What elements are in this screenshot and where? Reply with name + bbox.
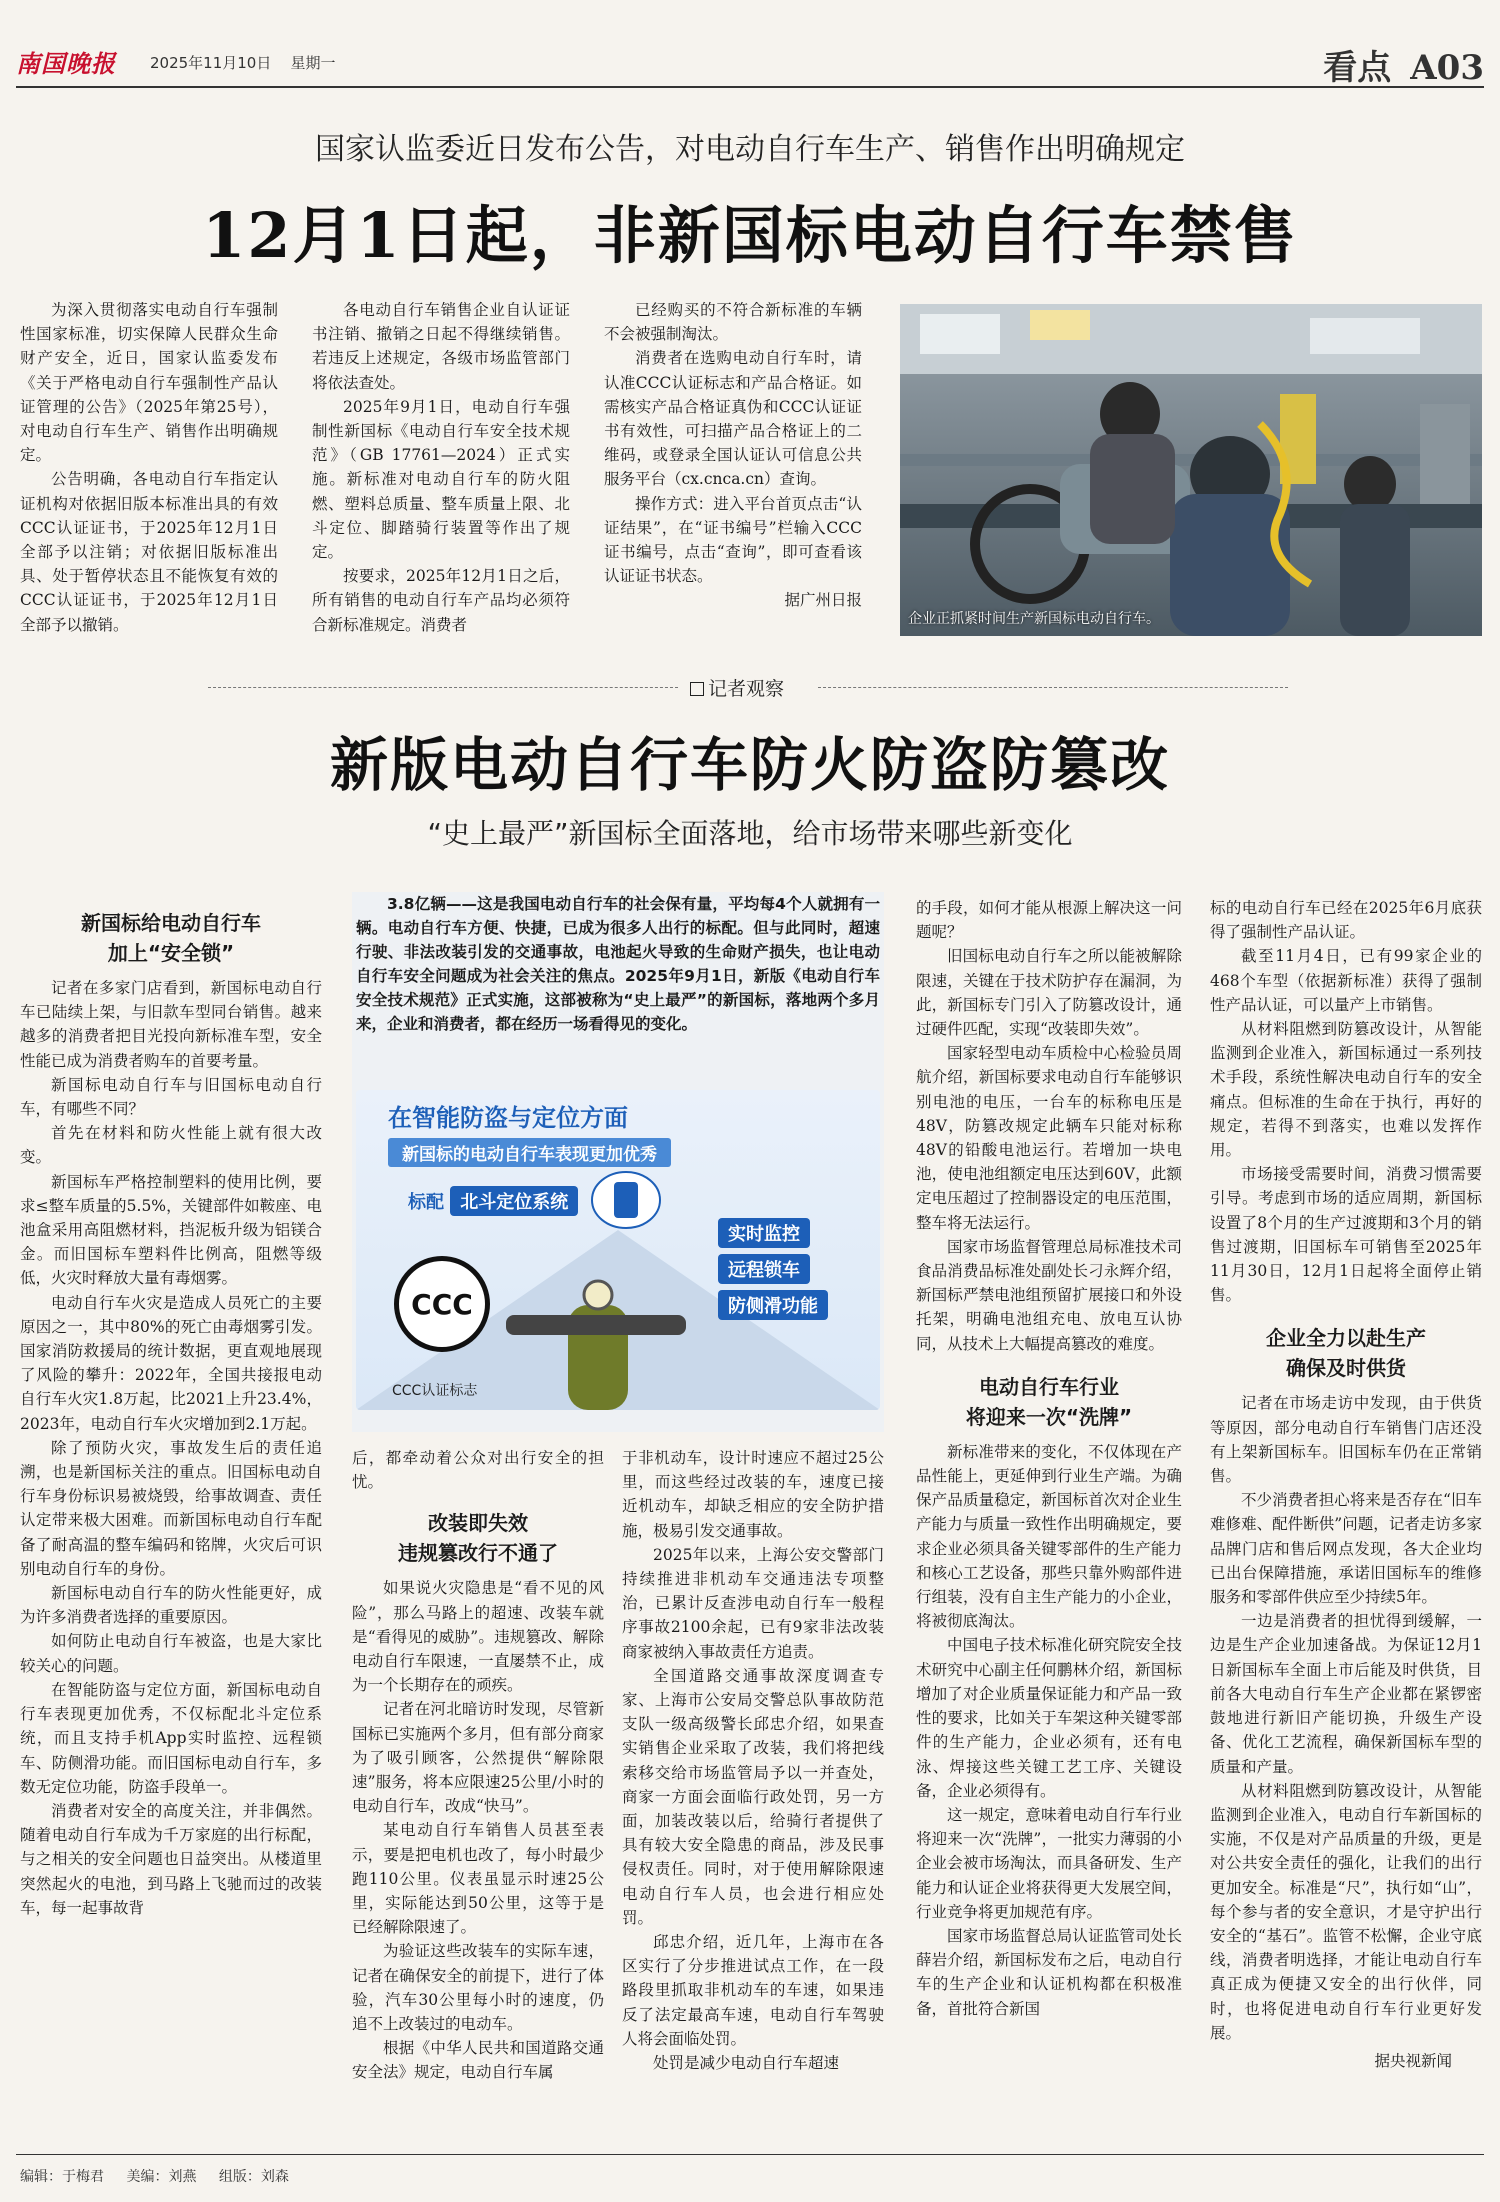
page-number: A03	[1410, 48, 1484, 88]
footer-credits	[20, 2166, 289, 2186]
tag-value: 北斗定位系统	[450, 1186, 578, 1216]
paragraph: 全国道路交通事故深度调查专家、上海市公安局交警总队事故防范支队一级高级警长邱忠介绍，如果查实销售企业采取了改装，我们将把线索移交给市场监管局予以一并查处，商家一方面会面临行政处罚，另一方面，加装改装以后，给骑行者提供了具有较大安全隐患的商品，涉及民事侵权责任。同时，对于使用解除限速电动自行车人员，也会进行相应处罚。	[622, 1666, 884, 1927]
paragraph: 各电动自行车销售企业自认证证书注销、撤销之日起不得继续销售。若违反上述规定，各级市场监管部门将依法查处。	[312, 301, 570, 392]
article2-col5	[1210, 896, 1482, 2073]
feature-item: 远程锁车	[718, 1254, 810, 1284]
header-rule	[16, 86, 1484, 88]
paragraph: 公告明确，各电动自行车指定认证机构对依据旧版本标准出具的有效CCC认证证书，于2025年12月1日全部予以注销；对依据旧版标准出具、处于暂停状态且不能恢复有效的CCC认证证书，于2025年12月1日全部予以撤销。	[20, 470, 278, 634]
paragraph: 这一规定，意味着电动自行车行业将迎来一次“洗牌”，一批实力薄弱的小企业会被市场淘汰，而具备研发、生产能力和认证企业将获得更大发展空间，行业竞争将更加规范有序。	[916, 1805, 1182, 1921]
tag-label: 标配	[408, 1192, 444, 1213]
issue-date: 2025年11月10日	[150, 54, 272, 72]
col4-subhead: 电动自行车行业 将迎来一次“洗牌”	[965, 1374, 1133, 1429]
paragraph: 2025年以来，上海公安交警部门持续推进非机动车交通违法专项整治，已累计反查涉电动自行车一般程序事故2100余起，已有9家非法改装商家被纳入事故责任方追责。	[622, 1545, 884, 1661]
article1-kicker: 国家认监委近日发布公告，对电动自行车生产、销售作出明确规定	[315, 132, 1185, 167]
paragraph: 国家市场监督总局认证监管司处长薛岩介绍，新国标发布之后，电动自行车的生产企业和认证机构都在积极准备，首批符合新国	[916, 1926, 1182, 2018]
paragraph: 操作方式：进入平台首页点击“认证结果”，在“证书编号”栏输入CCC证书编号，点击“查询”，即可查看该认证证书状态。	[604, 494, 862, 586]
feature-item: 实时监控	[718, 1218, 810, 1248]
ccc-mark	[394, 1256, 490, 1352]
article1-col1	[20, 298, 278, 637]
article2-headline: 新版电动自行车防火防盗防篡改	[329, 731, 1170, 799]
article2-lead: 3.8亿辆——这是我国电动自行车的社会保有量，平均每4个人就拥有一辆。电动自行车方便、快捷，已成为很多人出行的标配。但与此同时，超速行驶、非法改装引发的交通事故，电池起火导致的生命财产损失，也让电动自行车安全问题成为社会关注的焦点。2025年9月1日，新版《电动自行车安全技术规范》正式实施，这部被称为“史上最严”的新国标，落地两个多月来，企业和消费者，都在经历一场看得见的变化。	[356, 895, 880, 1033]
paragraph: 某电动自行车销售人员甚至表示，要是把电机也改了，每小时最少跑110公里。仪表虽显示时速25公里，实际能达到50公里，这等于是已经解除限速了。	[352, 1821, 604, 1937]
section-label	[690, 674, 784, 701]
paragraph: 已经购买的不符合新标准的车辆不会被强制淘汰。	[604, 301, 862, 344]
paragraph: 于非机动车，设计时速应不超过25公里，而这些经过改装的车，速度已接近机动车，却缺乏相应的安全防护措施，极易引发交通事故。	[622, 1449, 884, 1540]
paragraph: 新国标电动自行车与旧国标电动自行车，有哪些不同？	[20, 1075, 322, 1119]
factory-photo	[900, 304, 1482, 636]
infographic-tag	[408, 1186, 578, 1216]
paragraph: 旧国标电动自行车之所以能被解除限速，关键在于技术防护存在漏洞，为此，新国标专门引入了防篡改设计，通过硬件匹配，实现“改装即失效”。	[916, 947, 1182, 1039]
section-divider-left	[208, 687, 678, 688]
section-divider-right	[818, 687, 1288, 688]
article1-credit: 据广州日报	[784, 591, 862, 610]
paragraph: 新标准带来的变化，不仅体现在产品性能上，更延伸到行业生产端。为确保产品质量稳定，新国标首次对企业生产能力与质量一致性作出明确规定，要求企业必须具备关键零部件的生产能力和核心工艺设备，那些只靠外购部件进行组装，没有自主生产能力的小企业，将被彻底淘汰。	[916, 1442, 1182, 1631]
article2-col1	[20, 902, 322, 1920]
paragraph: 如何防止电动自行车被盗，也是大家比较关心的问题。	[20, 1632, 322, 1675]
paragraph: 除了预防火灾，事故发生后的责任追溯，也是新国标关注的重点。旧国标电动自行车身份标识易被烧毁，给事故调查、责任认定带来极大困难。而新国标电动自行车配备了耐高温的整车编码和铭牌，火灾后可识别电动自行车的身份。	[20, 1438, 322, 1578]
masthead-logo: 南国晚报	[16, 49, 116, 78]
section-label-text: 记者观察	[708, 678, 785, 700]
paragraph: 标的电动自行车已经在2025年6月底获得了强制性产品认证。	[1210, 899, 1482, 942]
paragraph: 在智能防盗与定位方面，新国标电动自行车表现更加优秀，不仅标配北斗定位系统，而且支持手机App实时监控、远程锁车、防侧滑功能。而旧国标电动自行车，多数无定位功能，防盗手段单一。	[20, 1680, 322, 1796]
paragraph: 记者在多家门店看到，新国标电动自行车已陆续上架，与旧款车型同台销售。越来越多的消费者把目光投向新标准车型，安全性能已成为消费者购车的首要考量。	[20, 979, 322, 1070]
paragraph: 消费者对安全的高度关注，并非偶然。随着电动自行车成为千万家庭的出行标配，与之相关的安全问题也日益突出。从楼道里突然起火的电池，到马路上飞驰而过的改装车，每一起事故背	[20, 1801, 322, 1917]
col1-subhead: 新国标给电动自行车 加上“安全锁”	[81, 911, 261, 965]
article2-col2	[352, 1446, 604, 2085]
paragraph: 市场接受需要时间，消费习惯需要引导。考虑到市场的适应周期，新国标设置了8个月的生产过渡期和3个月的销售过渡期，旧国标车可销售至2025年11月30日，12月1日起将全面停止销售。	[1210, 1165, 1482, 1305]
article2-col3	[622, 1446, 884, 2075]
section-name: 看点	[1323, 48, 1392, 88]
col2-subhead: 改装即失效 违规篡改行不通了	[398, 1511, 558, 1566]
ccc-mark-text: CCC	[411, 1287, 473, 1321]
footer-editor: 编辑：于梅君	[20, 2169, 104, 2185]
paragraph: 从材料阻燃到防篡改设计，从智能监测到企业准入，电动自行车新国标的实施，不仅是对产品质量的升级，更是对公共安全责任的强化，让我们的出行更加安全。标准是“尺”，执行如“山”，每个参与者的安全意识，才是守护出行安全的“基石”。监管不松懈，企业守底线，消费者明选择，才能让电动自行车真正成为便捷又安全的出行伙伴，同时，也将促进电动自行车行业更好发展。	[1210, 1781, 1482, 2042]
paragraph: 为深入贯彻落实电动自行车强制性国家标准，切实保障人民群众生命财产安全，近日，国家认监委发布《关于严格电动自行车强制性产品认证管理的公告》（2025年第25号），对电动自行车生产、销售作出明确规定。	[20, 301, 278, 465]
section-label-icon	[690, 682, 704, 696]
paragraph: 一边是消费者的担忧得到缓解，一边是生产企业加速备战。为保证12月1日新国标车全面上市后能及时供货，目前各大电动自行车生产企业都在紧锣密鼓地进行新旧产能切换，升级生产设备、优化工艺流程，确保新国标车型的质量和产量。	[1210, 1612, 1482, 1776]
paragraph: 新国标车严格控制塑料的使用比例，要求≤整车质量的5.5%，关键部件如鞍座、电池盒采用高阻燃材料，挡泥板升级为铝镁合金。而旧国标车塑料件比例高，阻燃等级低，火灾时释放大量有毒烟雾。	[20, 1172, 322, 1288]
article2-credit: 据央视新闻	[1374, 2051, 1452, 2070]
footer-layout: 组版：刘森	[218, 2169, 289, 2185]
article2-col4	[916, 896, 1182, 2021]
header-date	[150, 52, 335, 73]
article1-col3	[604, 298, 862, 612]
paragraph: 根据《中华人民共和国道路交通安全法》规定，电动自行车属	[352, 2039, 604, 2082]
paragraph: 不少消费者担心将来是否存在“旧车难修难、配件断供”问题，记者走访多家品牌门店和售后网点发现，各大企业均已出台保障措施，承诺旧国标车的维修服务和零部件供应至少持续5年。	[1210, 1491, 1482, 1607]
paragraph: 消费者在选购电动自行车时，请认准CCC认证标志和产品合格证。如需核实产品合格证真伪和CCC认证证书有效性，可扫描产品合格证上的二维码，或登录全国认证认可信息公共服务平台（cx.cnca.cn）查询。	[604, 349, 862, 489]
section-header	[1323, 40, 1484, 89]
feature-item: 防侧滑功能	[718, 1290, 828, 1320]
article2-subheadline: “史上最严”新国标全面落地，给市场带来哪些新变化	[427, 817, 1073, 850]
paragraph: 国家市场监督管理总局标准技术司食品消费品标准处副处长刁永辉介绍，新国标严禁电池组预留扩展接口和外设托架，明确电池组充电、放电互认协同，从技术上大幅提高篡改的难度。	[916, 1237, 1182, 1353]
paragraph: 截至11月4日，已有99家企业的468个车型（依据新标准）获得了强制性产品认证，可以量产上市销售。	[1210, 947, 1482, 1014]
ccc-caption: CCC认证标志	[392, 1383, 478, 1399]
paragraph: 首先在材料和防火性能上就有很大改变。	[20, 1124, 322, 1167]
paragraph: 中国电子技术标准化研究院安全技术研究中心副主任何鹏林介绍，新国标增加了对企业质量保证能力和产品一致性的要求，比如关于车架这种关键零部件的生产能力，企业必须有，还有电泳、焊接这些关键工艺工序、关键设备，企业必须得有。	[916, 1636, 1182, 1800]
paragraph: 电动自行车火灾是造成人员死亡的主要原因之一，其中80%的死亡由毒烟雾引发。国家消防救援局的统计数据，更直观地展现了风险的攀升：2022年，全国共接报电动自行车火灾1.8万起，比2021上升23.4%，2023年，电动自行车火灾增加到2.1万起。	[20, 1293, 322, 1433]
factory-photo-illustration	[900, 304, 1482, 636]
col5-subhead: 企业全力以赴生产 确保及时供货	[1266, 1326, 1426, 1381]
paragraph: 处罚是减少电动自行车超速	[653, 2054, 840, 2073]
infographic-banner: 新国标的电动自行车表现更加优秀	[388, 1138, 671, 1167]
footer-rule	[16, 2154, 1484, 2155]
paragraph: 为验证这些改装车的实际车速，记者在确保安全的前提下，进行了体验，汽车30公里每小时的速度，仍追不上改装过的电动车。	[352, 1942, 604, 2034]
paragraph: 从材料阻燃到防篡改设计，从智能监测到企业准入，新国标通过一系列技术手段，系统性解决电动自行车的安全痛点。但标准的生命在于执行，再好的规定，若得不到落实，也难以发挥作用。	[1210, 1020, 1482, 1160]
paragraph: 新国标电动自行车的防火性能更好，成为许多消费者选择的重要原因。	[20, 1584, 322, 1627]
paragraph: 按要求，2025年12月1日之后，所有销售的电动自行车产品均必须符合新标准规定。消费者	[312, 567, 570, 634]
paragraph: 记者在河北暗访时发现，尽管新国标已实施两个多月，但有部分商家为了吸引顾客，公然提供“解除限速”服务，将本应限速25公里/小时的电动自行车，改成“快马”。	[352, 1700, 604, 1816]
infographic	[356, 1090, 880, 1410]
paragraph: 记者在市场走访中发现，由于供货等原因，部分电动自行车销售门店还没有上架新国标车。旧国标车仍在正常销售。	[1210, 1394, 1482, 1486]
issue-weekday: 星期一	[290, 54, 336, 72]
paragraph: 如果说火灾隐患是“看不见的风险”，那么马路上的超速、改装车就是“看得见的威胁”。违规篡改、解除电动自行车限速，一直屡禁不止，成为一个长期存在的顽疾。	[352, 1579, 604, 1695]
footer-art: 美编：刘燕	[126, 2169, 197, 2185]
article1-headline: 12月1日起，非新国标电动自行车禁售	[202, 199, 1298, 272]
paragraph: 邱忠介绍，近几年，上海市在各区实行了分步推进试点工作，在一段路段里抓取非机动车的车速，如果违反了法定最高车速，电动自行车驾驶人将会面临处罚。	[622, 1933, 884, 2048]
article1-col2	[312, 298, 570, 637]
feature-list	[718, 1218, 848, 1320]
paragraph: 后，都牵动着公众对出行安全的担忧。	[352, 1449, 604, 1492]
infographic-title: 在智能防盗与定位方面	[388, 1104, 628, 1132]
paragraph: 国家轻型电动车质检中心检验员周航介绍，新国标要求电动自行车能够识别电池的电压，一台车的标称电压是48V，防篡改规定此辆车只能对标称48V的铅酸电池运行。若增加一块电池，使电池组额定电压达到60V，此额定电压超过了控制器设定的电压范围，整车将无法运行。	[916, 1044, 1182, 1232]
paragraph: 的手段，如何才能从根源上解决这一问题呢？	[916, 899, 1182, 942]
paragraph: 2025年9月1日，电动自行车强制性新国标《电动自行车安全技术规范》（GB 17761—2024）正式实施。新标准对电动自行车的防火阻燃、塑料总质量、整车质量上限、北斗定位、脚踏骑行装置等作出了规定。	[312, 397, 570, 562]
photo-caption: 企业正抓紧时间生产新国标电动自行车。	[908, 611, 1160, 627]
